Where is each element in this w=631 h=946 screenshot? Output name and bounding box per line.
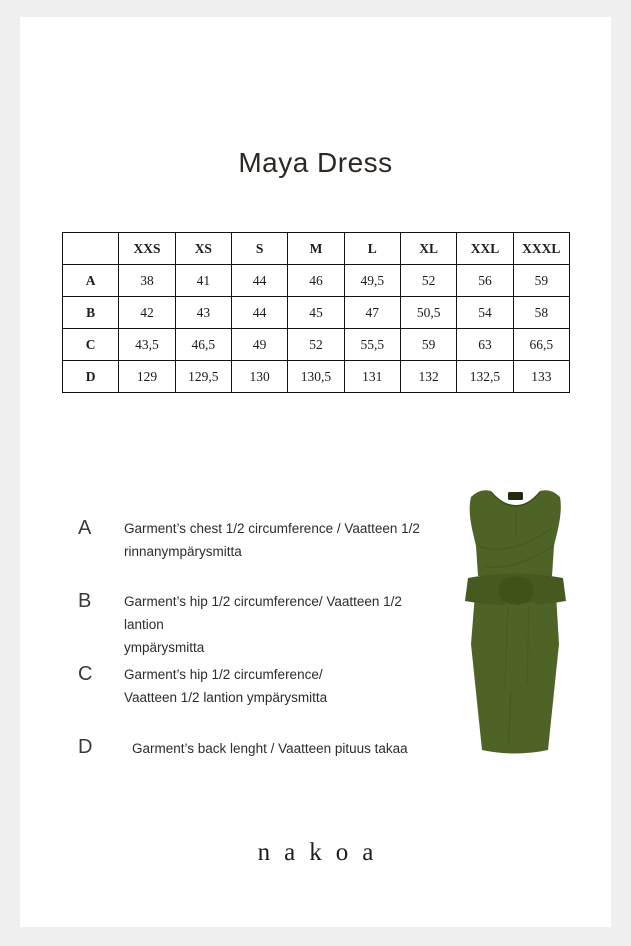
measure-cell: 66,5 xyxy=(513,329,569,361)
sash-knot xyxy=(499,577,534,605)
row-label: C xyxy=(63,329,119,361)
measure-cell: 132,5 xyxy=(457,361,513,393)
table-row xyxy=(63,361,570,393)
legend-text-a xyxy=(124,517,420,563)
measure-cell: 133 xyxy=(513,361,569,393)
measure-cell: 38 xyxy=(119,265,175,297)
legend-letter-b: B xyxy=(78,590,92,612)
legend-item-b xyxy=(78,590,438,659)
legend-text-d-line1: Garment’s back lenght / Vaatteen pituus takaa xyxy=(132,741,408,756)
size-table xyxy=(62,232,570,393)
size-column-header: XS xyxy=(175,233,231,265)
measure-cell: 52 xyxy=(400,265,456,297)
measure-cell: 42 xyxy=(119,297,175,329)
legend-text-d xyxy=(132,736,408,762)
size-column-header: L xyxy=(344,233,400,265)
row-label: B xyxy=(63,297,119,329)
page-title: Maya Dress xyxy=(238,147,393,178)
measure-cell: 52 xyxy=(288,329,344,361)
measure-cell: 45 xyxy=(288,297,344,329)
table-row xyxy=(63,329,570,361)
size-column-header: XXXL xyxy=(513,233,569,265)
measure-cell: 59 xyxy=(400,329,456,361)
legend-text-c xyxy=(124,663,327,709)
legend-text-c-line1: Garment’s hip 1/2 circumference/ xyxy=(124,667,323,682)
measure-cell: 129,5 xyxy=(175,361,231,393)
measure-cell: 131 xyxy=(344,361,400,393)
measure-cell: 50,5 xyxy=(400,297,456,329)
dress-bodice xyxy=(470,490,561,576)
measure-cell: 130 xyxy=(231,361,287,393)
row-label: D xyxy=(63,361,119,393)
measure-cell: 46 xyxy=(288,265,344,297)
legend-text-c-line2: Vaatteen 1/2 lantion ympärysmitta xyxy=(124,690,328,705)
measure-cell: 55,5 xyxy=(344,329,400,361)
size-column-header: XXL xyxy=(457,233,513,265)
size-table-header-row xyxy=(63,233,570,265)
measure-cell: 54 xyxy=(457,297,513,329)
dress-illustration xyxy=(450,484,582,768)
measure-cell: 49 xyxy=(231,329,287,361)
legend-text-b xyxy=(124,590,438,659)
measure-cell: 59 xyxy=(513,265,569,297)
size-table-container xyxy=(62,232,570,393)
measure-cell: 44 xyxy=(231,265,287,297)
size-column-header: XXS xyxy=(119,233,175,265)
legend-letter-d: D xyxy=(78,736,93,758)
table-row xyxy=(63,265,570,297)
legend-item-c xyxy=(78,663,438,709)
legend-text-a-line2: rinnanympärysmitta xyxy=(124,544,242,559)
neck-label xyxy=(508,492,523,500)
measure-cell: 43,5 xyxy=(119,329,175,361)
measure-cell: 46,5 xyxy=(175,329,231,361)
legend-item-d xyxy=(78,736,438,762)
size-column-header: M xyxy=(288,233,344,265)
measure-cell: 130,5 xyxy=(288,361,344,393)
size-column-header: XL xyxy=(400,233,456,265)
measure-cell: 63 xyxy=(457,329,513,361)
legend-text-b-line2: ympärysmitta xyxy=(124,640,205,655)
size-table-corner-cell xyxy=(63,233,119,265)
measure-cell: 58 xyxy=(513,297,569,329)
measure-cell: 56 xyxy=(457,265,513,297)
measure-cell: 49,5 xyxy=(344,265,400,297)
legend-letter-c: C xyxy=(78,663,93,685)
size-chart-panel xyxy=(20,17,611,927)
measure-cell: 43 xyxy=(175,297,231,329)
sash-tail-right xyxy=(518,602,535,686)
legend-text-a-line1: Garment’s chest 1/2 circumference / Vaatteen 1/2 xyxy=(124,521,420,536)
table-row xyxy=(63,297,570,329)
measure-cell: 47 xyxy=(344,297,400,329)
measure-cell: 41 xyxy=(175,265,231,297)
size-column-header: S xyxy=(231,233,287,265)
brand-logo: nakoa xyxy=(257,839,388,866)
row-label: A xyxy=(63,265,119,297)
measure-cell: 129 xyxy=(119,361,175,393)
legend-text-b-line1: Garment’s hip 1/2 circumference/ Vaatteen 1/2 lantion xyxy=(124,594,402,632)
measure-cell: 44 xyxy=(231,297,287,329)
measure-cell: 132 xyxy=(400,361,456,393)
legend-letter-a: A xyxy=(78,517,92,539)
dress-svg xyxy=(450,484,582,768)
legend-item-a xyxy=(78,517,438,563)
